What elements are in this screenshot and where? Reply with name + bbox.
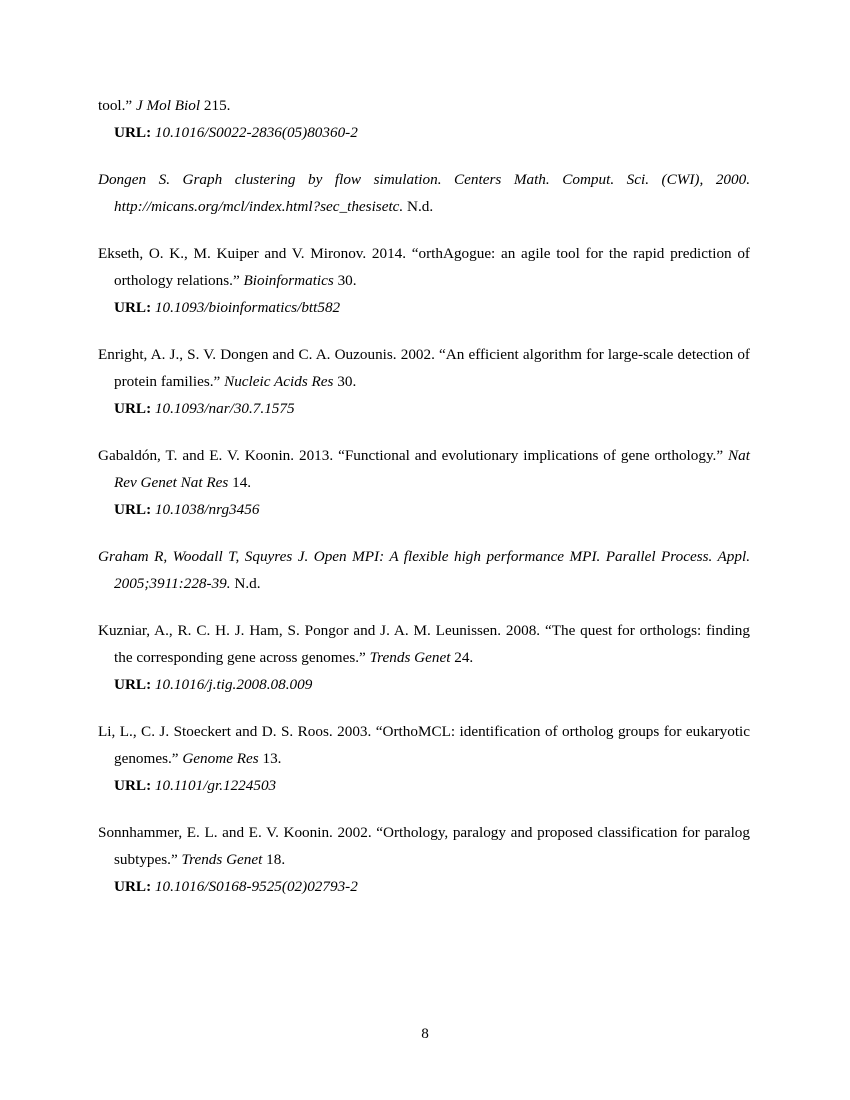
reference-entry [98,240,750,321]
reference-entry [98,718,750,799]
reference-text: Gabaldón, T. and E. V. Koonin. 2013. “Functional and evolutionary implications of gene orthology.” [98,447,729,464]
reference-url-line [114,772,750,799]
journal-title: Trends Genet [369,649,451,666]
reference-text: 18. [262,851,286,868]
journal-title: Genome Res [182,750,259,767]
reference-text: N.d. [403,198,434,215]
journal-title: Bioinformatics [243,272,334,289]
reference-url-line [114,395,750,422]
reference-text: 215. [200,97,231,114]
reference-text: 14. [228,474,252,491]
journal-title: J Mol Biol [135,97,201,114]
reference-text: Li, L., C. J. Stoeckert and D. S. Roos. 2003. “OrthoMCL: identification of ortholog groups for eukaryotic genomes.” [98,723,750,767]
reference-entry [98,543,750,597]
reference-entry [98,442,750,523]
reference-text: 13. [258,750,282,767]
url-label: URL: [114,777,152,794]
url-doi-value[interactable]: 10.1093/nar/30.7.1575 [154,400,295,417]
url-label: URL: [114,501,152,518]
reference-url-line [114,496,750,523]
reference-text: Sonnhammer, E. L. and E. V. Koonin. 2002. “Orthology, paralogy and proposed classification for paralog subtypes.” [98,824,750,868]
page-number: 8 [421,1025,429,1042]
url-label: URL: [114,400,152,417]
journal-title: Nat Rev Genet Nat Res [114,447,750,491]
url-doi-value[interactable]: 10.1093/bioinformatics/btt582 [154,299,341,316]
url-doi-value[interactable]: 10.1038/nrg3456 [154,501,260,518]
reference-text: Kuzniar, A., R. C. H. J. Ham, S. Pongor and J. A. M. Leunissen. 2008. “The quest for orthologs: finding the corresponding gene across genomes.” [98,622,750,666]
url-label: URL: [114,124,152,141]
reference-text: 30. [333,272,357,289]
reference-text: 24. [450,649,474,666]
reference-url-line [114,294,750,321]
reference-text: Ekseth, O. K., M. Kuiper and V. Mironov. 2014. “orthAgogue: an agile tool for the rapid prediction of orthology relations.” [98,245,750,289]
reference-text: Enright, A. J., S. V. Dongen and C. A. Ouzounis. 2002. “An efficient algorithm for large-scale detection of protein families.” [98,346,750,390]
reference-entry [98,92,750,146]
url-label: URL: [114,299,152,316]
reference-url-line [114,119,750,146]
bibliography-list [98,92,750,900]
reference-text: 30. [333,373,357,390]
url-label: URL: [114,878,152,895]
journal-title: Nucleic Acids Res [224,373,334,390]
reference-text: tool.” [98,97,136,114]
url-doi-value[interactable]: 10.1016/S0022-2836(05)80360-2 [154,124,358,141]
url-doi-value[interactable]: 10.1016/S0168-9525(02)02793-2 [154,878,358,895]
journal-title: Dongen S. Graph clustering by flow simulation. Centers Math. Comput. Sci. (CWI), 2000. http://micans.org/mcl/index.html?sec_thesisetc. [98,171,750,215]
journal-title: Graham R, Woodall T, Squyres J. Open MPI: A flexible high performance MPI. Parallel Process. Appl. 2005;3911:228-39. [98,548,750,592]
reference-text: N.d. [230,575,261,592]
url-label: URL: [114,676,152,693]
url-doi-value[interactable]: 10.1101/gr.1224503 [154,777,277,794]
reference-url-line [114,873,750,900]
reference-entry [98,341,750,422]
url-doi-value[interactable]: 10.1016/j.tig.2008.08.009 [154,676,313,693]
journal-title: Trends Genet [181,851,263,868]
reference-entry [98,166,750,220]
reference-url-line [114,671,750,698]
reference-entry [98,819,750,900]
reference-entry [98,617,750,698]
